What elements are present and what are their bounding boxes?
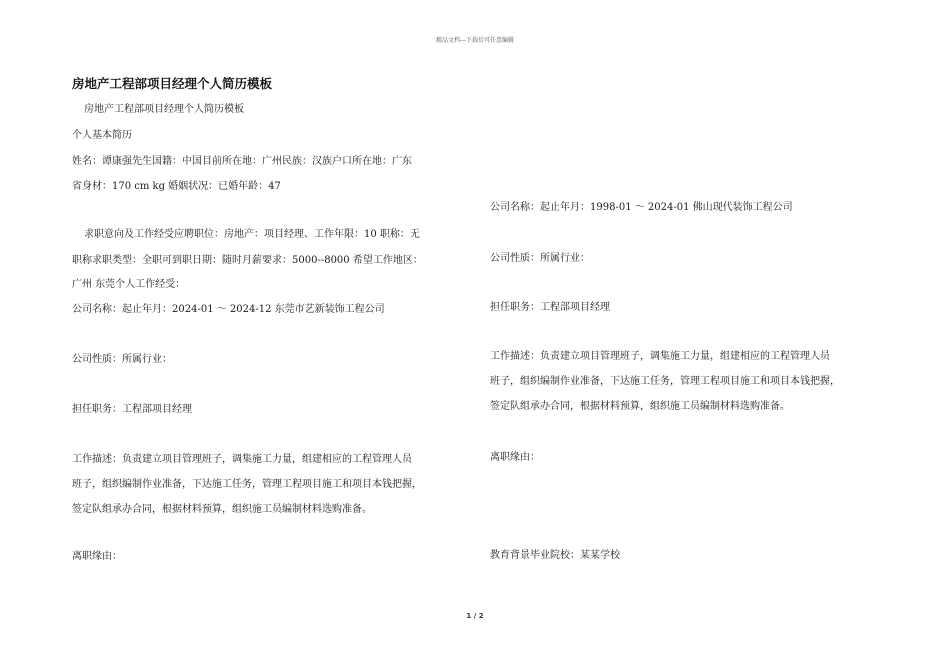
job-description-1-line-2: 班子，组织编制作业准备，下达施工任务，管理工程项目施工和项目本钱把握， bbox=[72, 479, 422, 490]
job-description-1-line-3: 签定队组承办合同，根据材料预算，组织施工员编制材料选购准备。 bbox=[72, 504, 372, 515]
position-2: 担任职务：工程部项目经理 bbox=[490, 302, 610, 313]
job-description-1-line-1: 工作描述：负责建立项目管理班子，调集施工力量，组建相应的工程管理人员 bbox=[72, 454, 412, 465]
company-nature-2: 公司性质：所属行业： bbox=[490, 253, 590, 264]
subtitle: 房地产工程部项目经理个人简历模板 bbox=[84, 104, 244, 115]
company-nature-1: 公司性质：所属行业： bbox=[72, 354, 172, 365]
leave-reason-1: 离职缘由： bbox=[72, 551, 122, 562]
leave-reason-2: 离职缘由： bbox=[490, 452, 540, 463]
basic-heading: 个人基本简历 bbox=[72, 130, 132, 141]
basic-info-line-2: 省身材：170 cm kg 婚姻状况：已婚年龄：47 bbox=[72, 181, 281, 192]
job-description-2-line-2: 班子，组织编制作业准备，下达施工任务，管理工程项目施工和项目本钱把握， bbox=[490, 376, 840, 387]
education-background: 教育背景毕业院校：某某学校 bbox=[490, 550, 620, 561]
job-description-2-line-1: 工作描述：负责建立项目管理班子，调集施工力量，组建相应的工程管理人员 bbox=[490, 351, 830, 362]
job-intent-line-3: 广州 东莞个人工作经受： bbox=[72, 279, 186, 290]
company-1: 公司名称：起止年月：2024-01 ～ 2024-12 东莞市艺新装饰工程公司 bbox=[72, 304, 385, 315]
job-intent-line-1: 求职意向及工作经受应聘职位：房地产：项目经理、工作年限：10 职称：无 bbox=[84, 229, 420, 240]
job-intent-line-2: 职称求职类型：全职可到职日期：随时月薪要求：5000--8000 希望工作地区： bbox=[72, 255, 423, 266]
position-1: 担任职务：工程部项目经理 bbox=[72, 404, 192, 415]
company-2: 公司名称：起止年月：1998-01 ～ 2024-01 佛山现代装饰工程公司 bbox=[490, 202, 793, 213]
job-description-2-line-3: 签定队组承办合同，根据材料预算，组织施工员编制材料选购准备。 bbox=[490, 401, 790, 412]
page-number: 1 / 2 bbox=[466, 612, 484, 620]
document-title: 房地产工程部项目经理个人简历模板 bbox=[72, 76, 273, 91]
page-header-note: 精品文档---下载后可任意编辑 bbox=[435, 37, 515, 44]
basic-info-line-1: 姓名：谭康强先生国籍：中国目前所在地：广州民族：汉族户口所在地：广东 bbox=[72, 156, 412, 167]
